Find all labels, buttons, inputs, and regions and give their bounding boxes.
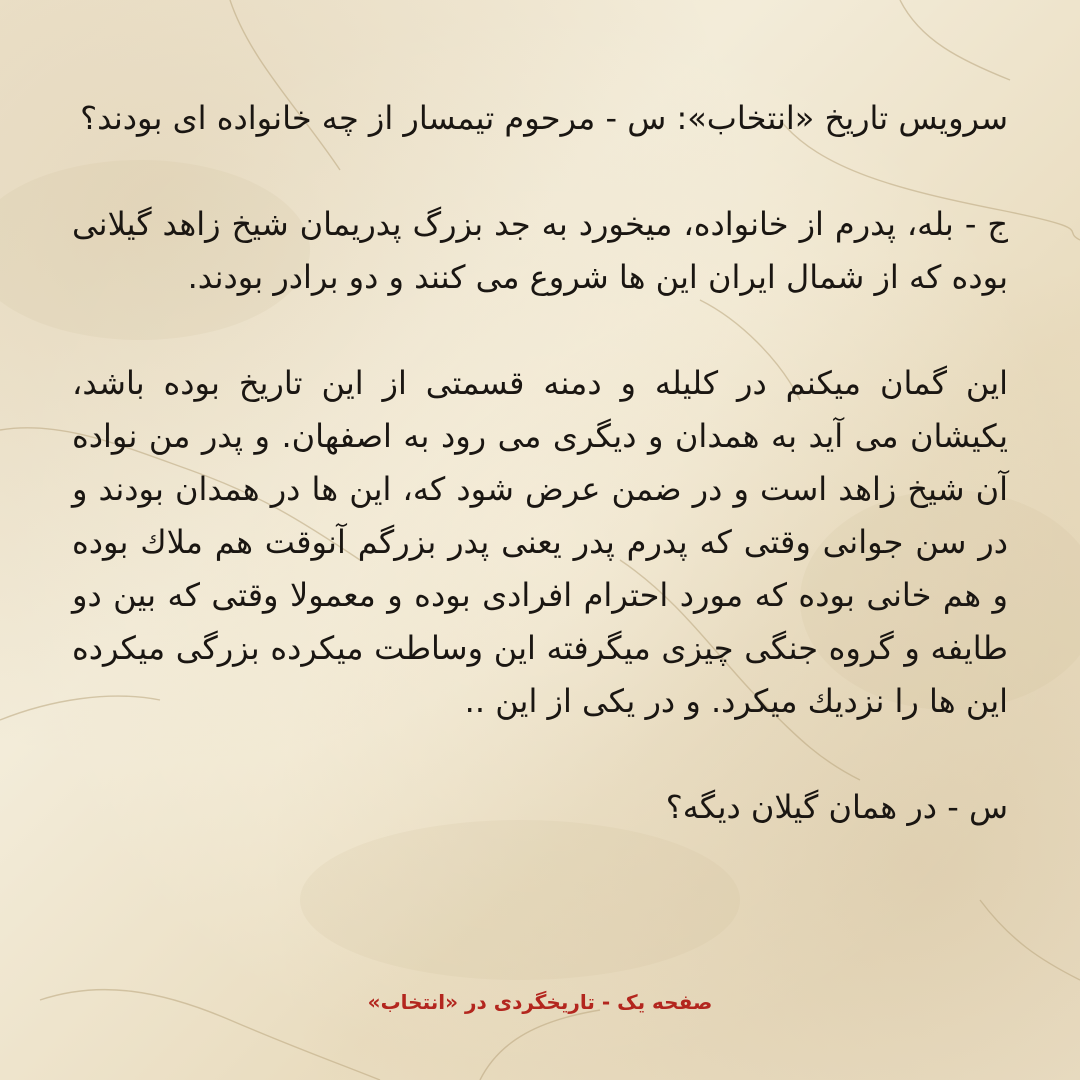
question-paragraph-2: س - در همان گیلان دیگه؟: [665, 788, 1008, 826]
page-footer: صفحه یک - تاریخگردی در «انتخاب»: [367, 990, 713, 1014]
article-body: [72, 92, 1008, 834]
answer-paragraph-2: این گمان میکنم در کلیله و دمنه قسمتی از این تاریخ بوده باشد، یکیشان می آید به همدان و دیگری می رود به اصفهان. و پدر من نواده آن شیخ زاهد است و در ضمن عرض شود که، این ها در همدان بودند و در سن جوانی وقتی که پدرم پدر یعنی پدر بزرگم آنوقت هم ملاك بوده و هم خانی بوده که مورد احترام افرادی بوده و معمولا وقتی که بین دو طایفه و گروه جنگی چیزی میگرفته این وساطت میکرده بزرگی میکرده این ها را نزدیك میکرد. و در یکی از این ..: [72, 364, 1008, 720]
answer-paragraph-1: ج - بله، پدرم از خانواده، میخورد به جد بزرگ پدریمان شیخ زاهد گیلانی بوده که از شمال ایران این ها شروع می کنند و دو برادر بودند.: [72, 205, 1008, 296]
question-paragraph-1: سرویس تاریخ «انتخاب»: س - مرحوم تیمسار از چه خانواده ای بودند؟: [80, 99, 1008, 137]
